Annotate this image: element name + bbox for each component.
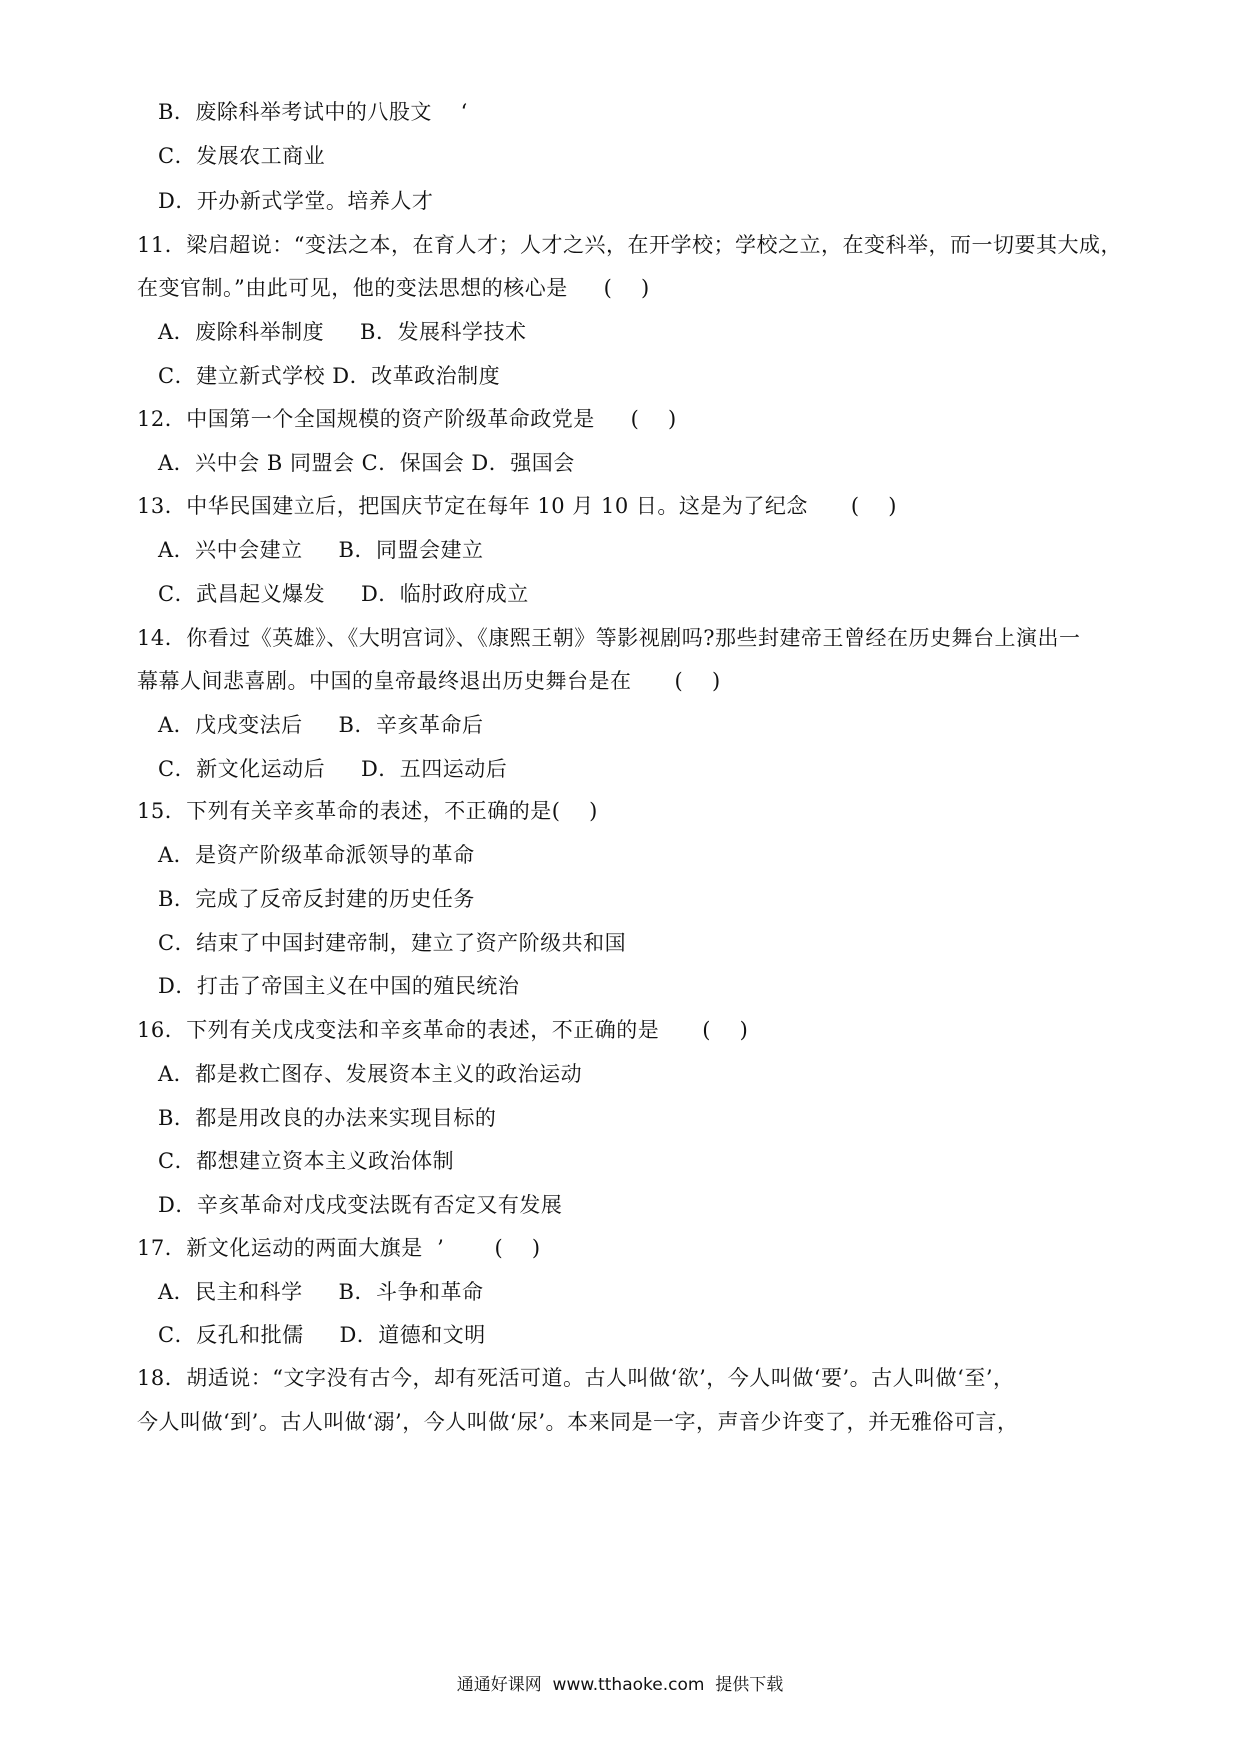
answer-option: C．发展农工商业 [158,144,326,168]
answer-option: C．新文化运动后 D．五四运动后 [158,757,508,781]
answer-option: D．打击了帝国主义在中国的殖民统治 [158,974,520,998]
answer-option: A．废除科举制度 B．发展科学技术 [158,320,527,344]
answer-option: C．建立新式学校 D．改革政治制度 [158,364,501,388]
answer-option: A．戊戌变法后 B．辛亥革命后 [158,713,484,737]
question-text: 17．新文化运动的两面大旗是 ’ ( ) [137,1236,541,1260]
answer-option: A．兴中会 B 同盟会 C．保国会 D．强国会 [158,451,575,475]
answer-option: C．结束了中国封建帝制，建立了资产阶级共和国 [158,931,627,955]
question-text: 11．梁启超说：“变法之本，在育人才；人才之兴，在开学校；学校之立，在变科举，而一切要其大成， [137,233,1122,257]
question-text: 12．中国第一个全国规模的资产阶级革命政党是 ( ) [137,407,677,431]
answer-option: A．是资产阶级革命派领导的革命 [158,843,475,867]
question-text: 15．下列有关辛亥革命的表述，不正确的是( ) [137,799,598,823]
answer-option: A．兴中会建立 B．同盟会建立 [158,538,484,562]
answer-option: C．都想建立资本主义政治体制 [158,1149,455,1173]
answer-option: A．民主和科学 B．斗争和革命 [158,1280,484,1304]
answer-option: B．完成了反帝反封建的历史任务 [158,887,475,911]
answer-option: B．都是用改良的办法来实现目标的 [158,1106,497,1130]
question-text: 13．中华民国建立后，把国庆节定在每年 10 月 10 日。这是为了纪念 ( ) [137,494,898,518]
answer-option: B．废除科举考试中的八股文 ‘ [158,100,468,124]
answer-option: D．开办新式学堂。培养人才 [158,189,434,213]
question-text: 在变官制。”由此可见，他的变法思想的核心是 ( ) [137,276,650,300]
page-footer: 通通好课网 www.tthaoke.com 提供下载 [456,1675,784,1695]
question-text: 18．胡适说：“文字没有古今，却有死活可道。古人叫做‘欲’，今人叫做‘要’。古人叫做‘至’， [137,1366,1015,1390]
question-text: 16．下列有关戊戌变法和辛亥革命的表述，不正确的是 ( ) [137,1018,749,1042]
question-text: 14．你看过《英雄》、《大明宫词》、《康熙王朝》等影视剧吗?那些封建帝王曾经在历史舞台上演出一 [137,626,1081,650]
answer-option: D．辛亥革命对戊戌变法既有否定又有发展 [158,1193,563,1217]
question-text: 今人叫做‘到’。古人叫做‘溺’，今人叫做‘尿’。本来同是一字，声音少许变了，并无雅俗可言， [137,1410,1019,1434]
question-text: 幕幕人间悲喜剧。中国的皇帝最终退出历史舞台是在 ( ) [137,669,721,693]
answer-option: A．都是救亡图存、发展资本主义的政治运动 [158,1062,583,1086]
answer-option: C．反孔和批儒 D．道德和文明 [158,1323,486,1347]
answer-option: C．武昌起义爆发 D．临肘政府成立 [158,582,529,606]
